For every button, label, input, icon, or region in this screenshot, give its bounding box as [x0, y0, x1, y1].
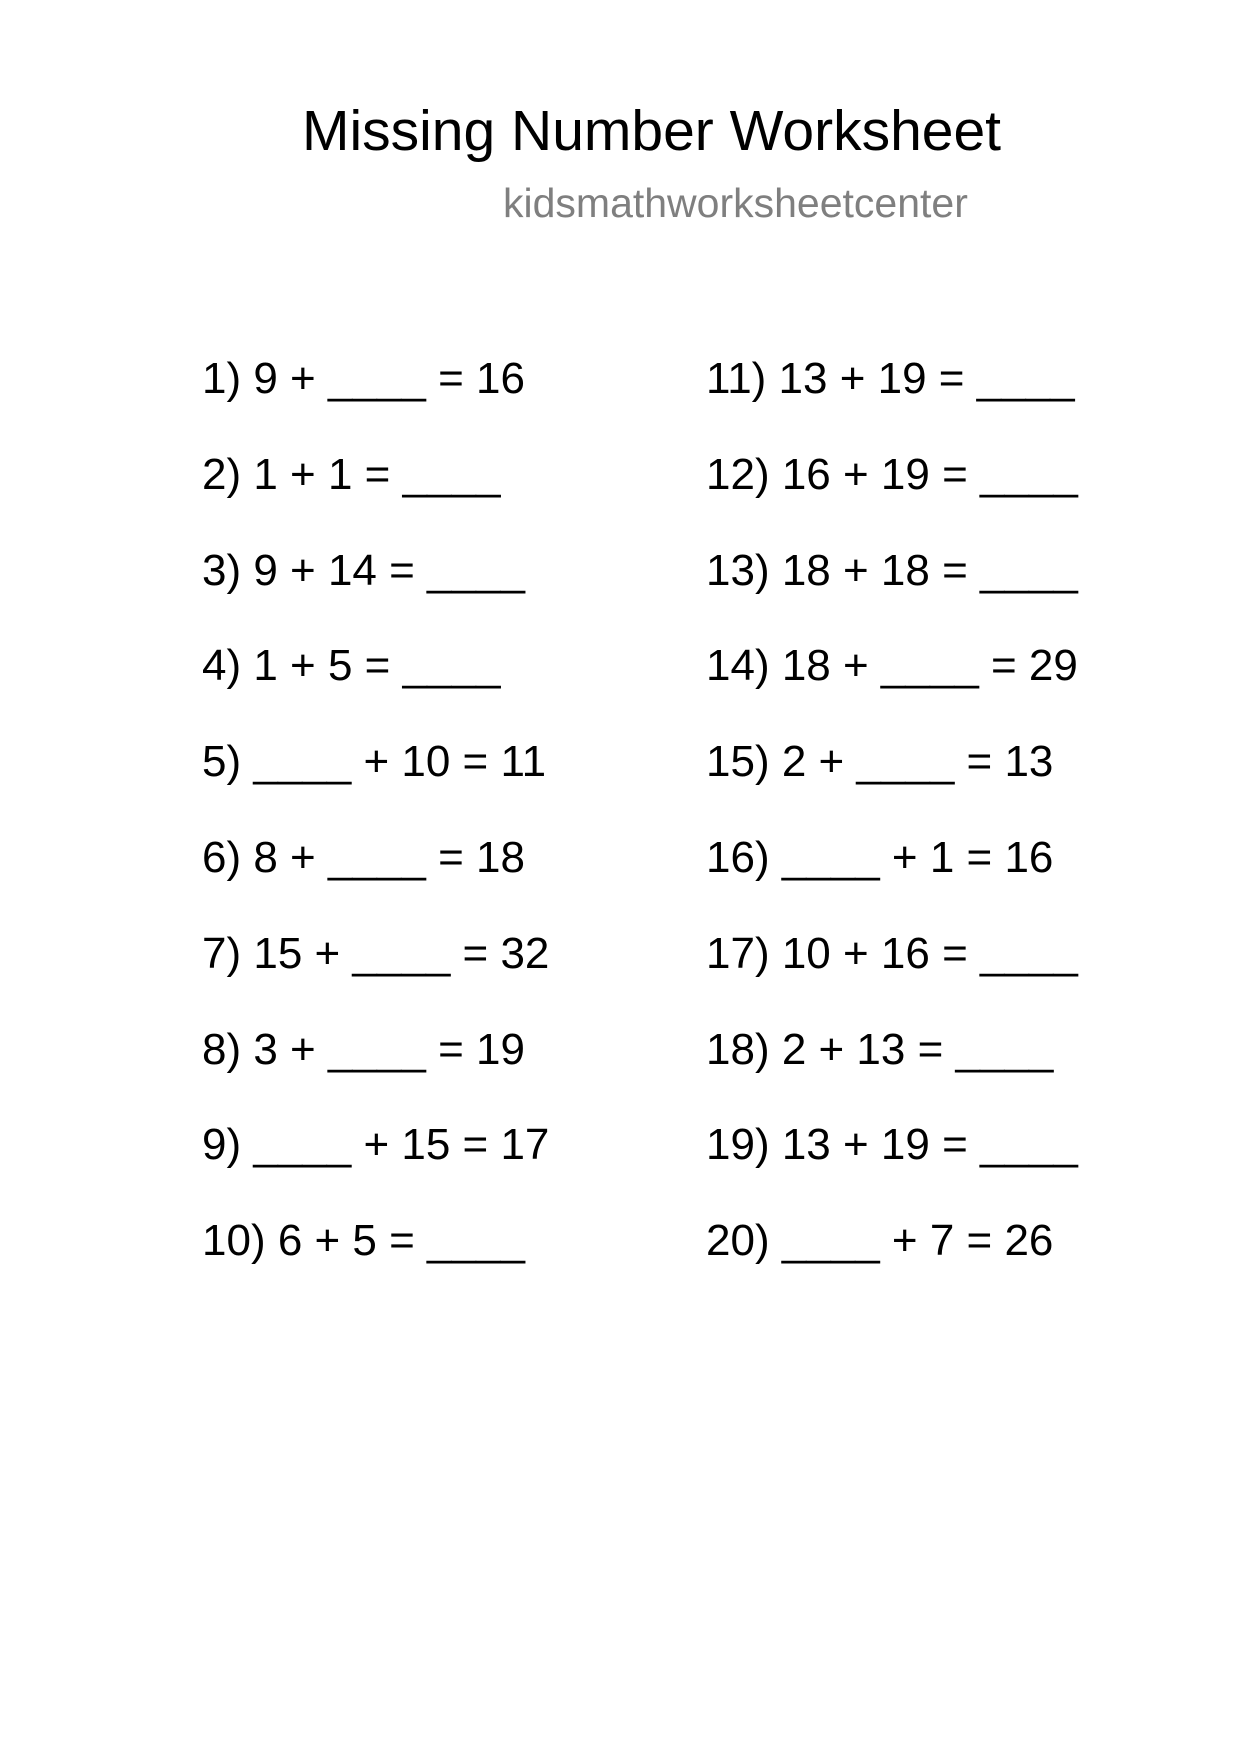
problem: 9) ____ + 15 = 17 — [202, 1120, 550, 1170]
problem: 7) 15 + ____ = 32 — [202, 928, 550, 978]
problem: 17) 10 + 16 = ____ — [706, 928, 1078, 978]
problem: 20) ____ + 7 = 26 — [706, 1216, 1054, 1266]
problem: 10) 6 + 5 = ____ — [202, 1216, 525, 1266]
problem: 2) 1 + 1 = ____ — [202, 449, 501, 499]
problems-column-left — [202, 354, 549, 1312]
problem: 3) 9 + 14 = ____ — [202, 545, 525, 595]
problem: 1) 9 + ____ = 16 — [202, 354, 525, 403]
problem: 18) 2 + 13 = ____ — [706, 1024, 1054, 1074]
problem: 13) 18 + 18 = ____ — [706, 545, 1078, 595]
problem: 14) 18 + ____ = 29 — [706, 641, 1078, 691]
problem: 4) 1 + 5 = ____ — [202, 641, 501, 691]
worksheet-title: Missing Number Worksheet — [302, 99, 1002, 163]
problem: 5) ____ + 10 = 11 — [202, 737, 547, 787]
problem: 16) ____ + 1 = 16 — [706, 832, 1054, 882]
problem: 15) 2 + ____ = 13 — [706, 737, 1054, 787]
problem: 11) 13 + 19 = ____ — [706, 354, 1075, 403]
problem: 12) 16 + 19 = ____ — [706, 449, 1078, 499]
problem: 19) 13 + 19 = ____ — [706, 1120, 1078, 1170]
problem: 6) 8 + ____ = 18 — [202, 832, 525, 882]
worksheet-source: kidsmathworksheetcenter — [503, 180, 968, 226]
problems-column-right — [706, 354, 1078, 1312]
problem: 8) 3 + ____ = 19 — [202, 1024, 525, 1074]
